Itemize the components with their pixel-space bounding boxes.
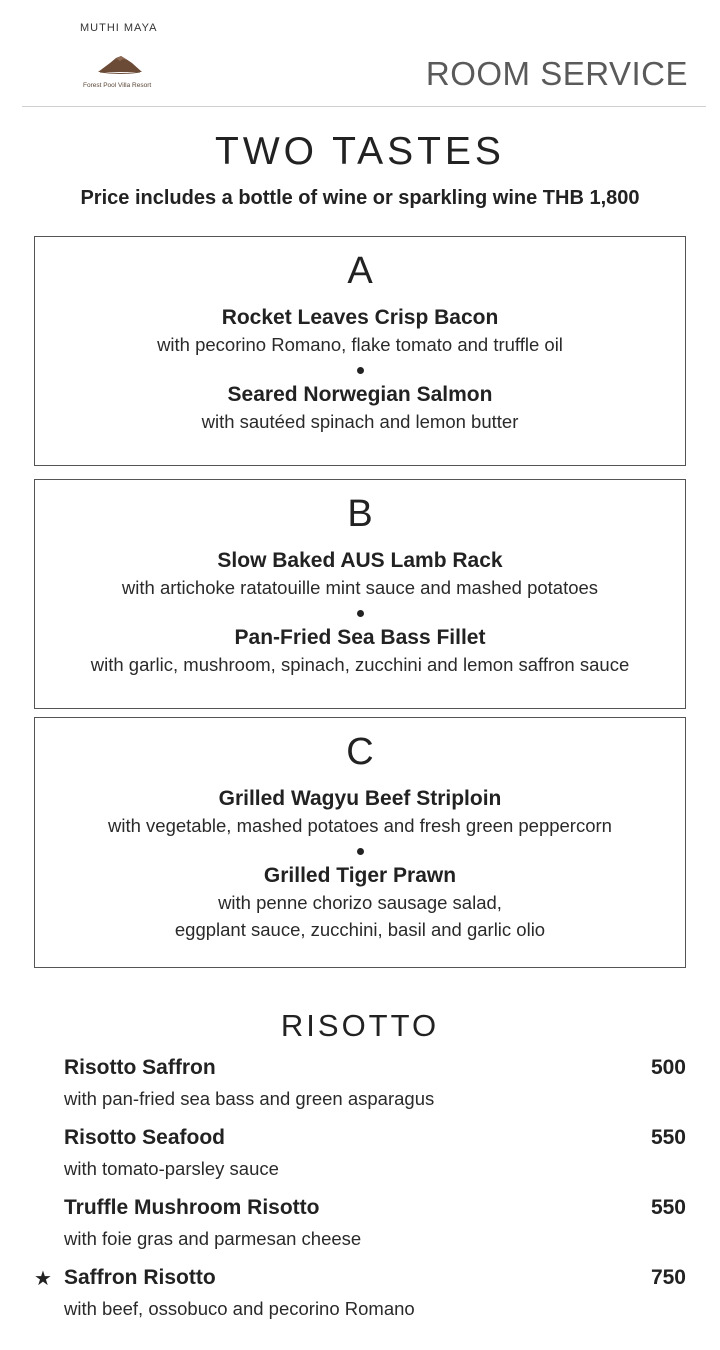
set-letter: C (346, 731, 374, 773)
dish-name: Grilled Wagyu Beef Striploin (218, 787, 502, 810)
item-price: 550 (650, 1126, 686, 1149)
item-name: Risotto Saffron (64, 1056, 216, 1079)
item-name: Risotto Seafood (64, 1126, 225, 1149)
two-tastes-price-note: Price includes a bottle of wine or sparkling wine THB 1,800 (80, 187, 640, 209)
list-item (0, 1196, 720, 1266)
bullet-separator (357, 367, 364, 374)
set-a-box (34, 236, 686, 466)
list-item (0, 1126, 720, 1196)
dish-name: Slow Baked AUS Lamb Rack (217, 549, 503, 572)
header (0, 0, 720, 110)
dish-name: Pan-Fried Sea Bass Fillet (234, 626, 486, 649)
brand-tagline: Forest Pool Villa Resort (83, 82, 152, 89)
header-divider (22, 106, 706, 107)
set-letter: B (347, 493, 373, 535)
dish-description-line-2: eggplant sauce, zucchini, basil and garlic olio (174, 919, 546, 940)
list-item (0, 1266, 720, 1336)
item-description: with foie gras and parmesan cheese (64, 1228, 362, 1249)
item-price: 550 (650, 1196, 686, 1219)
item-price: 750 (650, 1266, 686, 1289)
item-description: with pan-fried sea bass and green asparagus (64, 1088, 435, 1109)
set-letter: A (347, 250, 373, 292)
bullet-separator (357, 610, 364, 617)
bullet-separator (357, 848, 364, 855)
dish-description: with garlic, mushroom, spinach, zucchini and lemon saffron sauce (90, 654, 630, 675)
star-icon: ★ (34, 1268, 52, 1290)
item-description: with tomato-parsley sauce (64, 1158, 279, 1179)
dish-description: with pecorino Romano, flake tomato and truffle oil (157, 334, 563, 355)
list-item (0, 1056, 720, 1126)
dish-description: with penne chorizo sausage salad, (218, 892, 502, 913)
set-c-box (34, 717, 686, 968)
risotto-list (0, 1056, 720, 1336)
dish-description: with sautéed spinach and lemon butter (201, 411, 519, 432)
dish-name: Grilled Tiger Prawn (263, 864, 457, 887)
dish-name: Seared Norwegian Salmon (227, 383, 493, 406)
item-description: with beef, ossobuco and pecorino Romano (64, 1298, 415, 1319)
mountain-logo-icon (96, 52, 144, 76)
item-price: 500 (650, 1056, 686, 1079)
item-name: Saffron Risotto (64, 1266, 216, 1289)
section-title-risotto: RISOTTO (280, 1008, 440, 1043)
dish-description: with artichoke ratatouille mint sauce and mashed potatoes (121, 577, 599, 598)
dish-description: with vegetable, mashed potatoes and fresh green peppercorn (108, 815, 612, 836)
set-b-box (34, 479, 686, 709)
brand-name: MUTHI MAYA (80, 22, 158, 34)
page-title: ROOM SERVICE (425, 55, 688, 92)
section-title-two-tastes: TWO TASTES (215, 130, 505, 173)
item-name: Truffle Mushroom Risotto (64, 1196, 320, 1219)
dish-name: Rocket Leaves Crisp Bacon (221, 306, 499, 329)
